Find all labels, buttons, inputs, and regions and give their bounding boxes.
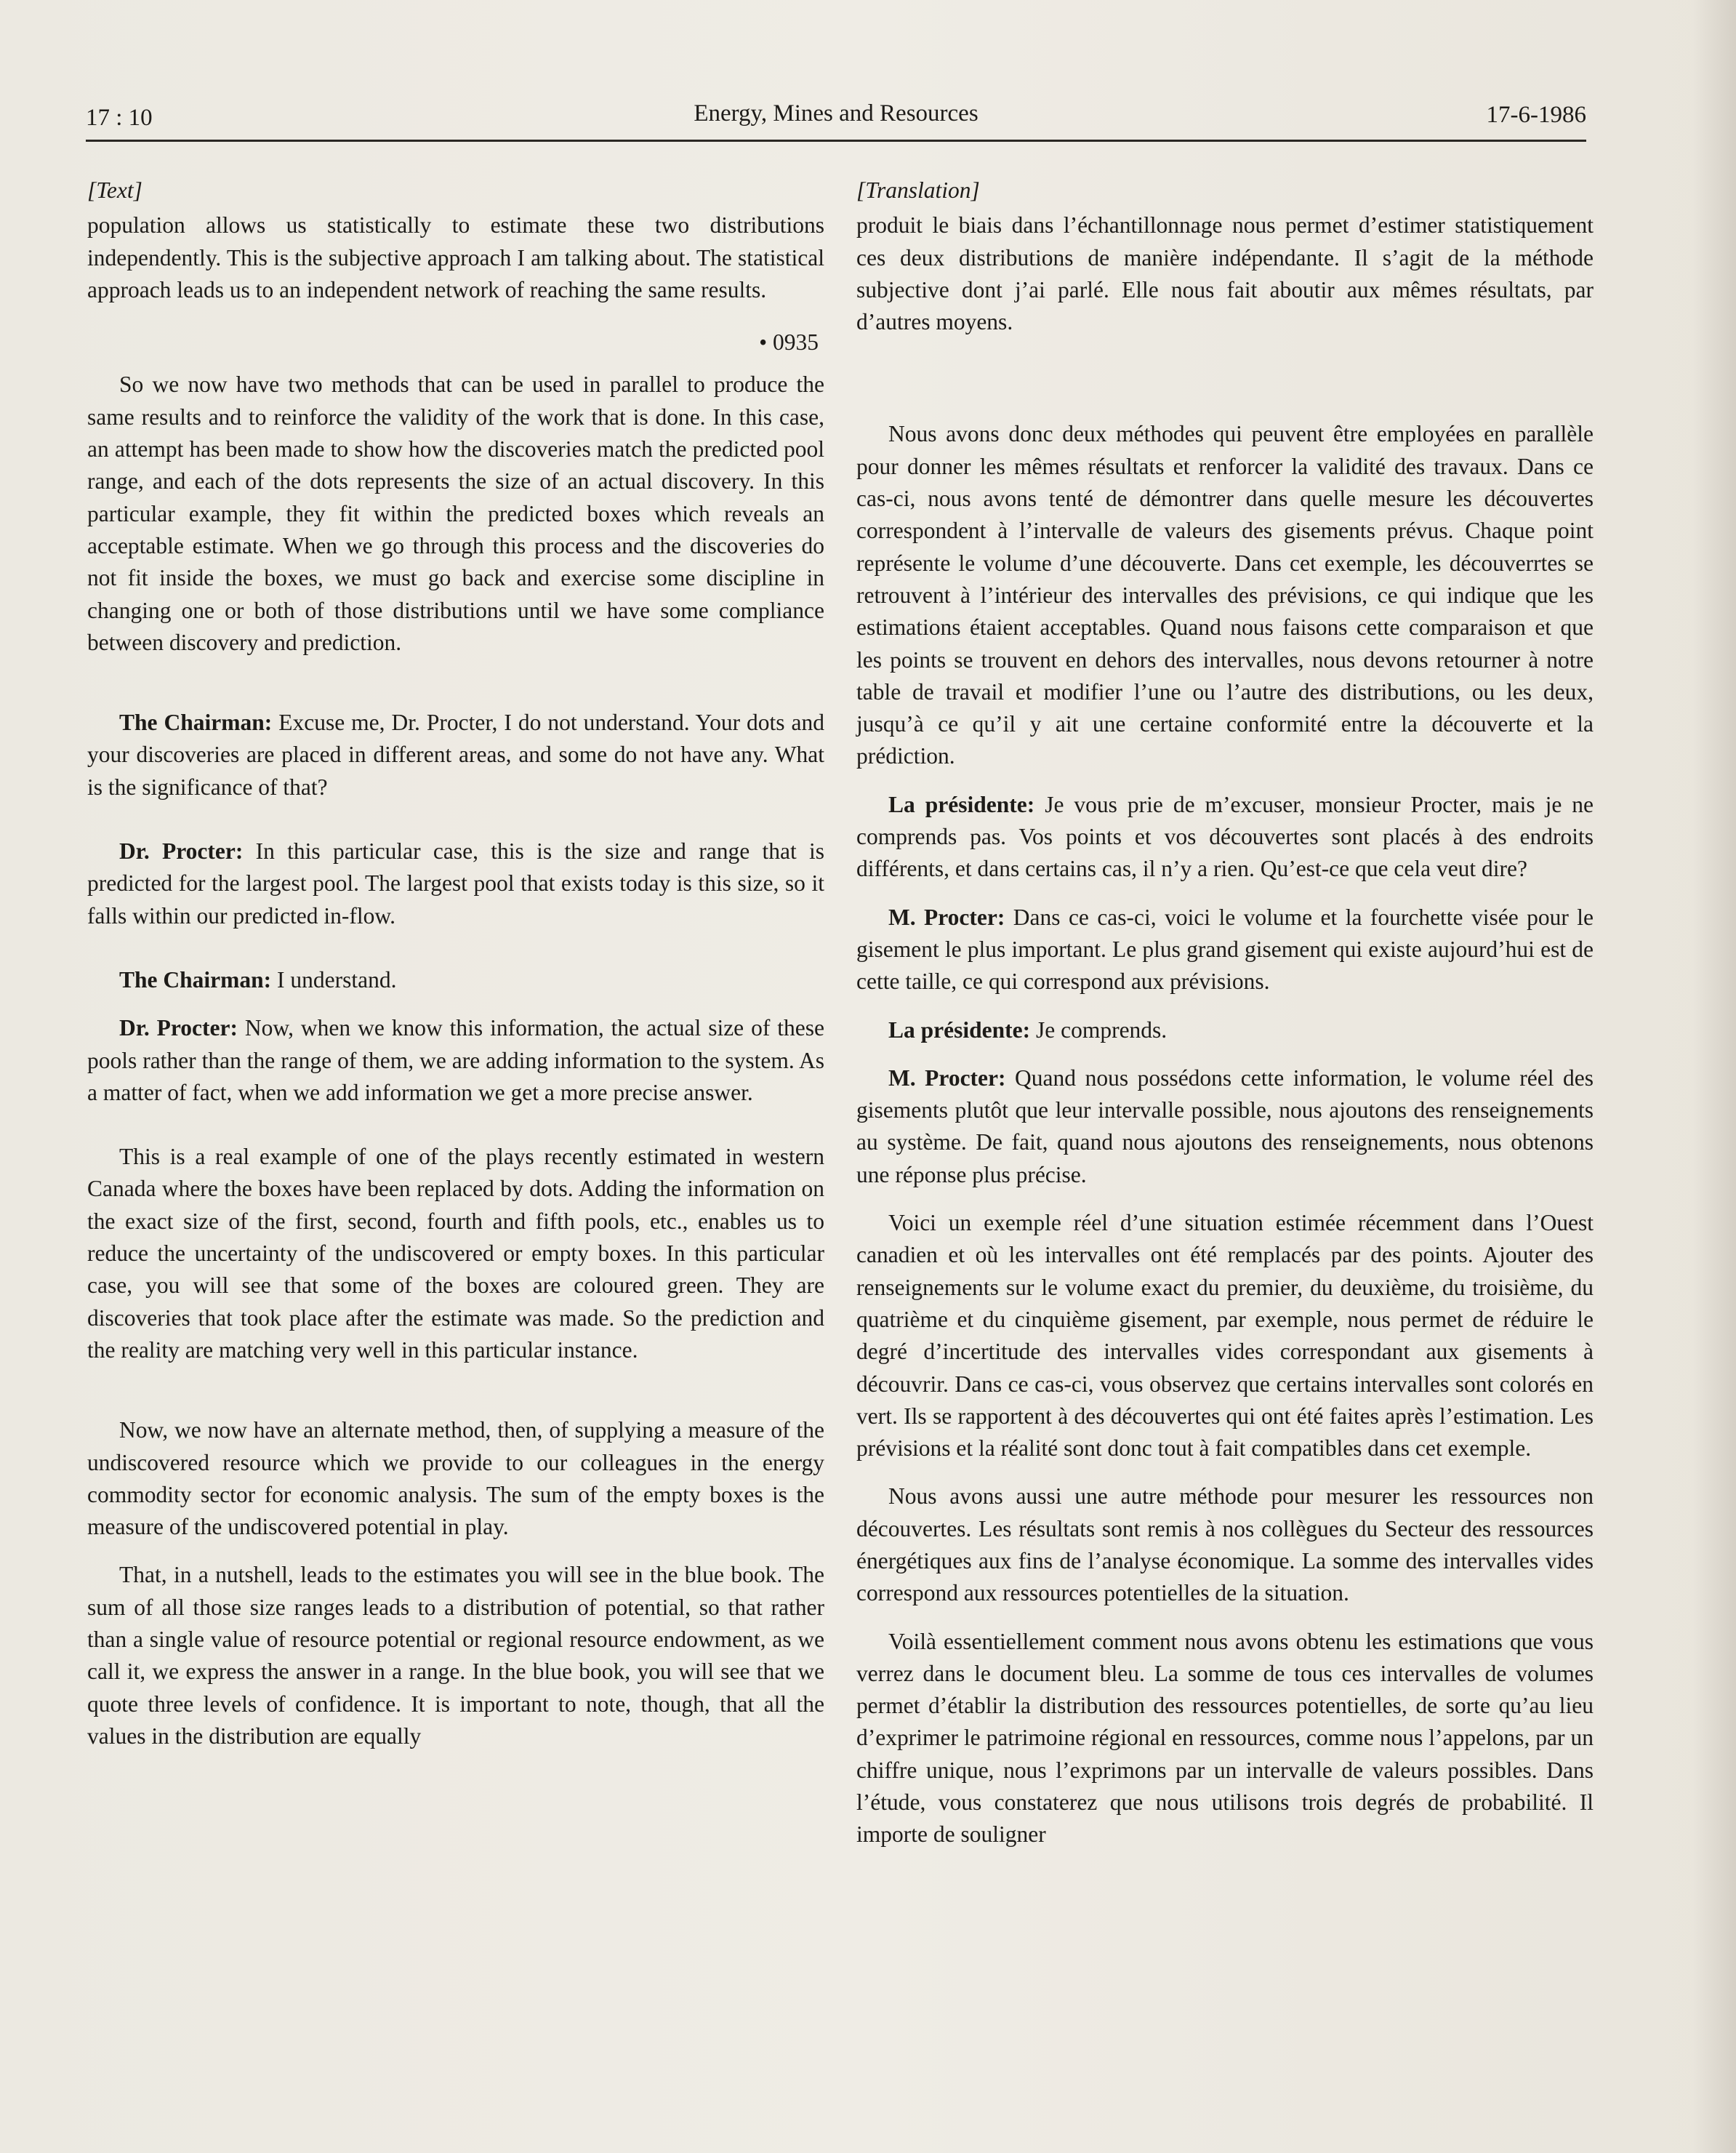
speaker-name: Dr. Procter: [119, 1015, 238, 1041]
speaker-paragraph [87, 964, 824, 996]
paragraph: Voici un exemple réel d’une situation estimée récemment dans l’Ouest canadien et où les intervalles ont été remplacés par des points. Ajouter des renseignements sur le volume exact du premier, du deuxième, du troisième, du quatrième et du cinquième gisement, par exemple, nous permet de réduire le degré d’incertitude des intervalles vides correspondant aux gisements à découvrir. Dans ce cas-ci, vous observez que certains intervalles sont colorés en vert. Ils se rapportent à des découvertes qui ont été faites après l’estimation. Les prévisions et la réalité sont donc tout à fait compatibles dans cet exemple. [856, 1210, 1594, 1462]
english-column [87, 175, 824, 1752]
page-edge-shadow [1692, 0, 1736, 2153]
paragraph: So we now have two methods that can be used in parallel to produce the same results and to reinforce the validity of the work that is done. In this case, an attempt has been made to show how the discoveries match the predicted pool range, and each of the dots represents the size of an actual discovery. In this particular example, they fit within the predicted boxes which reveals an acceptable estimate. When we go through this process and the discoveries do not fit inside the boxes, we must go back and exercise some discipline in changing one or both of those distributions until we have some compliance between discovery and prediction. [87, 372, 824, 655]
speaker-paragraph [87, 707, 824, 803]
speech-text: Je vous prie de m’excuser, monsieur Procter, mais je ne comprends pas. Vos points et vos découvertes sont placés à des endroits différents, et dans certains cas, il n’y a rien. Qu’est-ce que cela veut dire? [856, 791, 1594, 882]
timecode: • 0935 [759, 329, 819, 356]
speech-text: Quand nous possédons cette information, le volume réel des gisements plutôt que leur intervalle possible, nous ajoutons des renseignements au système. De fait, quand nous ajoutons des renseignements, nous obtenons une réponse plus précise. [856, 1065, 1594, 1187]
header-rule [86, 140, 1586, 142]
paragraph: That, in a nutshell, leads to the estimates you will see in the blue book. The sum of all those size ranges leads to a distribution of potential, so that rather than a single value of resource potential or regional resource endowment, as we call it, we express the answer in a range. In the blue book, you will see that we quote three levels of confidence. It is important to note, though, that all the values in the distribution are equally [87, 1562, 824, 1749]
speaker-paragraph [87, 835, 824, 932]
speech-text: I understand. [271, 966, 397, 993]
paragraph: population allows us statistically to estimate these two distributions independently. This is the subjective approach I am talking about. The statistical approach leads us to an independent network of reaching the same results. [87, 212, 824, 302]
paragraph: Now, we now have an alternate method, then, of supplying a measure of the undiscovered resource which we provide to our colleagues in the energy commodity sector for economic analysis. The sum of the empty boxes is the measure of the undiscovered potential in play. [87, 1417, 824, 1540]
speech-text: Dans ce cas-ci, voici le volume et la fourchette visée pour le gisement le plus important. Le plus grand gisement qui existe aujourd’hui est de cette taille, ce qui correspond aux prévisions. [856, 904, 1594, 995]
page-date: 17-6-1986 [1486, 102, 1586, 128]
speaker-name: The Chairman: [119, 710, 273, 736]
speaker-name: La présidente: [888, 791, 1035, 817]
paragraph: produit le biais dans l’échantillonnage nous permet d’estimer statistiquement ces deux distributions de manière indépendante. Il s’agit de la méthode subjective dont j’ai parlé. Elle nous fait aboutir aux mêmes résultats, par d’autres moyens. [856, 212, 1594, 335]
speaker-name: M. Procter: [888, 904, 1005, 930]
paragraph: Voilà essentiellement comment nous avons obtenu les estimations que vous verrez dans le document bleu. La somme de tous ces intervalles de volumes permet d’établir la distribution des ressources potentielles, de sorte qu’au lieu d’exprimer le patrimoine régional en ressources, comme nous l’appelons, par un chiffre unique, nous l’exprimons par un intervalle de valeurs possibles. Dans l’étude, vous constaterez que nous utilisons trois degrés de probabilité. Il importe de souligner [856, 1628, 1594, 1848]
speaker-name: The Chairman: [119, 966, 272, 993]
paragraph: This is a real example of one of the plays recently estimated in western Canada where the boxes have been replaced by dots. Adding the information on the exact size of the first, second, fourth and fifth pools, etc., enables us to reduce the uncertainty of the undiscovered or empty boxes. In this particular case, you will see that some of the boxes are coloured green. They are discoveries that took place after the estimate was made. So the prediction and the reality are matching very well in this particular instance. [87, 1144, 824, 1363]
speech-text: Now, when we know this information, the actual size of these pools rather than the range of them, we are adding information to the system. As a matter of fact, when we add information we get a more precise answer. [87, 1015, 824, 1105]
speaker-paragraph [856, 902, 1594, 998]
speech-text: Je comprends. [1030, 1017, 1168, 1043]
speaker-paragraph [856, 1062, 1594, 1191]
speaker-paragraph [87, 1012, 824, 1109]
french-column [856, 175, 1594, 1851]
column-tag: [Translation] [856, 177, 980, 203]
page-header [86, 100, 1586, 138]
paragraph: Nous avons donc deux méthodes qui peuvent être employées en parallèle pour donner les mêmes résultats et renforcer la validité des travaux. Dans ce cas-ci, nous avons tenté de démontrer dans quelle mesure les découvertes correspondent à l’intervalle de valeurs des gisements prévus. Chaque point représente le volume d’une découverte. Dans cet exemple, les découverrtes se retrouvent à l’intérieur des intervalles des prévisions, ce qui indique que les estimations étaient acceptables. Quand nous faisons cette comparaison et que les points se trouvent en dehors des intervalles, nous devons retourner à notre table de travail et modifier l’une ou l’autre des distributions, ou les deux, jusqu’à ce qu’il y ait une certaine conformité entre la découverte et la prédiction. [856, 421, 1594, 769]
publication-title: Energy, Mines and Resources [694, 100, 978, 127]
speaker-paragraph [856, 789, 1594, 886]
paragraph: Nous avons aussi une autre méthode pour mesurer les ressources non découvertes. Les résultats sont remis à nos collègues du Secteur des ressources énergétiques aux fins de l’analyse économique. La somme des intervalles vides correspond aux ressources potentielles de la situation. [856, 1483, 1594, 1606]
speech-text: Excuse me, Dr. Procter, I do not understand. Your dots and your discoveries are placed in different areas, and some do not have any. What is the significance of that? [87, 710, 824, 800]
speaker-name: La présidente: [888, 1017, 1031, 1043]
speaker-paragraph [856, 1014, 1594, 1046]
column-tag: [Text] [87, 177, 142, 203]
speech-text: In this particular case, this is the size and range that is predicted for the largest pool. The largest pool that exists today is this size, so it falls within our predicted in-flow. [87, 838, 824, 929]
page-number: 17 : 10 [86, 105, 153, 131]
speaker-name: Dr. Procter: [119, 838, 244, 865]
speaker-name: M. Procter: [888, 1065, 1006, 1091]
